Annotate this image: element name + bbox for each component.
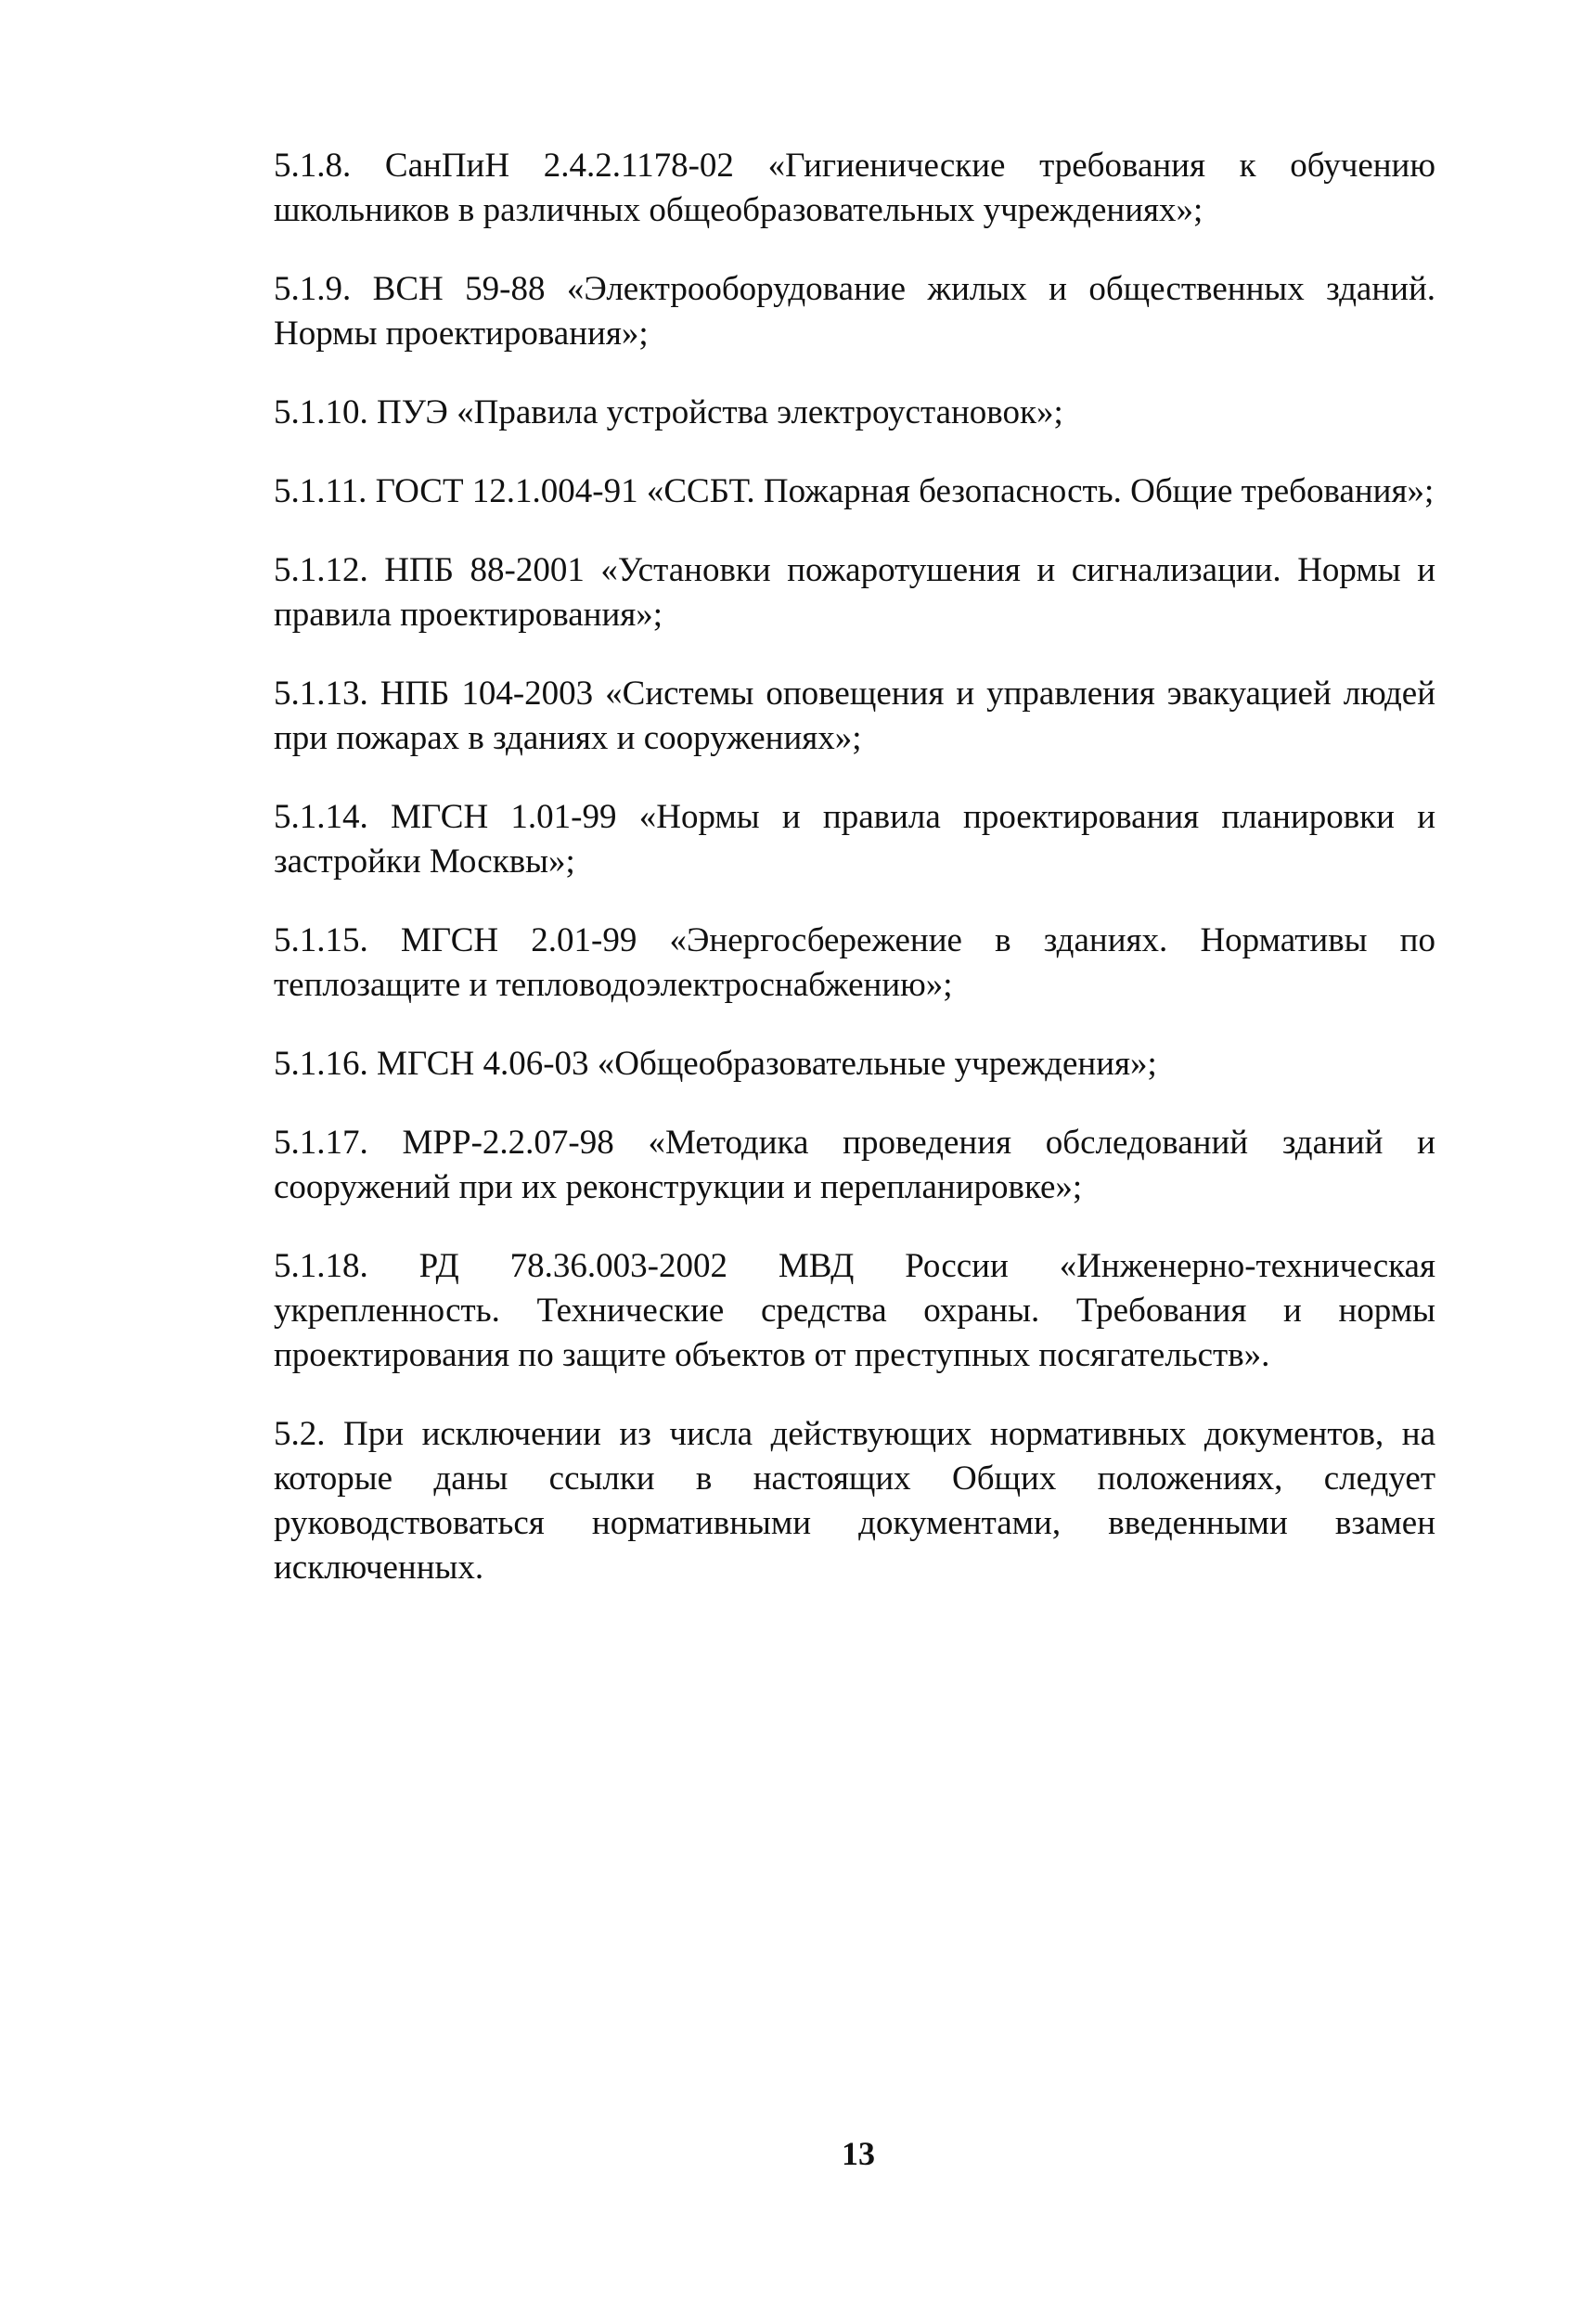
- paragraph-5-1-17: 5.1.17. МРР-2.2.07-98 «Методика проведения обследований зданий и сооружений при их реконструкции и перепланировке»;: [274, 1124, 1435, 1206]
- paragraph-5-1-8: 5.1.8. СанПиН 2.4.2.1178-02 «Гигиенические требования к обучению школьников в различных общеобразовательных учреждениях»;: [274, 147, 1435, 229]
- paragraph-5-1-16: 5.1.16. МГСН 4.06-03 «Общеобразовательные учреждения»;: [274, 1045, 1157, 1083]
- paragraph-5-1-12: 5.1.12. НПБ 88-2001 «Установки пожаротушения и сигнализации. Нормы и правила проектирования»;: [274, 551, 1435, 634]
- paragraph-5-1-9: 5.1.9. ВСН 59-88 «Электрооборудование жилых и общественных зданий. Нормы проектирования»;: [274, 270, 1435, 353]
- document-body: [274, 144, 1435, 1590]
- paragraph-5-1-13: 5.1.13. НПБ 104-2003 «Системы оповещения и управления эвакуацией людей при пожарах в зданиях и сооружениях»;: [274, 675, 1435, 757]
- paragraph-5-1-18: 5.1.18. РД 78.36.003-2002 МВД России «Инженерно-техническая укрепленность. Технические средства охраны. Требования и нормы проектирования по защите объектов от преступных посягательств».: [274, 1247, 1435, 1374]
- paragraph-5-1-11: 5.1.11. ГОСТ 12.1.004-91 «ССБТ. Пожарная безопасность. Общие требования»;: [274, 472, 1435, 510]
- paragraph-5-1-15: 5.1.15. МГСН 2.01-99 «Энергосбережение в зданиях. Нормативы по теплозащите и тепловодоэлектроснабжению»;: [274, 921, 1435, 1004]
- paragraph-5-2: 5.2. При исключении из числа действующих нормативных документов, на которые даны ссылки в настоящих Общих положениях, следует руководствоваться нормативными документами, введенными взамен исключенных.: [274, 1415, 1435, 1587]
- page-number: 13: [842, 2135, 875, 2172]
- paragraph-5-1-10: 5.1.10. ПУЭ «Правила устройства электроустановок»;: [274, 393, 1063, 431]
- paragraph-5-1-14: 5.1.14. МГСН 1.01-99 «Нормы и правила проектирования планировки и застройки Москвы»;: [274, 798, 1435, 881]
